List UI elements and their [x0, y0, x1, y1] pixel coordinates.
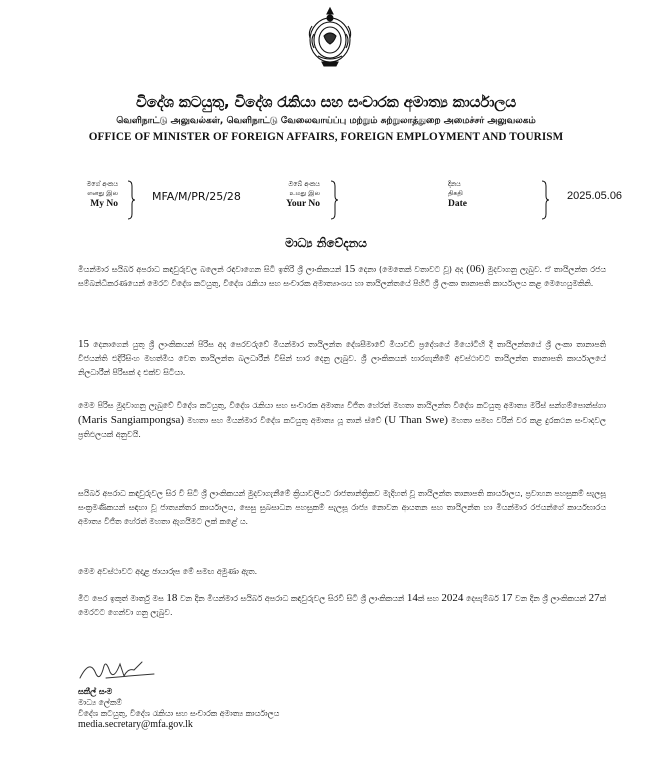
your-no-label: ඔබේ අංකය உமது இல Your No — [286, 180, 320, 209]
signature-block — [78, 686, 279, 730]
paragraph-5: මෙම අවස්ථාවට අදාළ ඡායාරූප මේ සමඟ අමුණා ඇත. — [78, 567, 258, 576]
signatory-name: සකීල් සංම — [78, 687, 113, 696]
signatory-title: මාධ්‍ය ලේකම් — [78, 698, 123, 707]
signatory-email[interactable]: media.secretary@mfa.gov.lk — [78, 719, 193, 730]
ministry-name-sinhala: විදේශ කටයුතු, විදේශ රැකියා සහ සංචාරක අමාත්‍ය කාර්යාලය — [135, 93, 517, 111]
handwritten-signature — [76, 652, 158, 686]
paragraph-4: සයිබර් අපරාධ කඳවුරුවල සිර වී සිටි ශ්‍රී ලාංකිකයන් මුදවාගැනීමේ ක්‍රියාවලියට රාජතාන්ත්‍රිකව මැදිහත් වූ තායිලන්ත තානාපති කාර්යාලය, ප්‍රවාහන පහසුකම් සැලසූ සංක්‍රමණිකයන් සඳහා වූ ජාත්‍යන්තර කාර්යාලය, සෙසු සුබසාධන පහසුකම් සැලසූ රාජ්‍ය නොවන ආයතන සහ තායිලන්ත හා මියන්මාර රජයන්ගේ කාර්යභාරය අමාත්‍ය විජිත හේරත් මහතා ඇගයීමට ලක් කළේ ය. — [78, 489, 606, 526]
your-no-brace — [329, 180, 339, 220]
my-no-label: මගේ අංකය எனது இல My No — [86, 180, 118, 209]
sri-lanka-emblem-icon — [304, 6, 356, 68]
date-value: 2025.05.06 — [567, 190, 623, 202]
paragraph-2: 15 දෙනාගෙන් යුතු ශ්‍රී ලාංකිකයන් පිරිස අද පෙරවරුවේ මියන්මාර තායිලන්ත දේශසීමාවේ මියාවඩි ප්‍රදේශයේ මියෝටිහි දී තායිලන්තයේ ශ්‍රී ලංකා තානාපති විජයන්ති එදිරිසිංහ මහත්මිය වෙත තායිලන්ත බලධාරීන් විසින් භාර දෙනු ලැබුව. ශ්‍රී ලාංකිකයන් භාරගැනීමේ අවස්ථාවට තායිලන්ත තානාපති කාර්යාලයේ නිලධාරීන් පිරිසක් ද එක්ව සිටියා. — [78, 338, 606, 377]
ministry-name-tamil: வெளிநாட்டு அலுவல்கள், வெளிநாட்டு வேலைவாய்ப்பு மற்றும் சுற்றுலாத்துறை அமைச்சர் அலுவலகம் — [116, 116, 536, 126]
paragraph-6: මීට පෙර ඉකුත් මාර්තු මස 18 වන දින මියන්මාර සයිබර් අපරාධ කඳවුරුවල සිරවී සිටි ශ්‍රී ලාංකිකයන් 14ක් සහ 2024 දෙසැම්බර් 17 වන දින ශ්‍රී ලාංකිකයන් 27ක් මෙරටට ගෙන්වා ගනු ලැබුව. — [78, 592, 606, 617]
date-label: දිනය திகதி Date — [448, 180, 467, 209]
page-title: මාධ්‍ය නිවේදනය — [285, 236, 367, 250]
signatory-office: විදේශ කටයුතු, විදේශ රැකියා සහ සංචාරක අමාත්‍ය කාර්යාලය — [78, 709, 280, 718]
my-no-brace — [126, 180, 136, 220]
date-brace — [540, 180, 550, 220]
my-no-value: MFA/M/PR/25/28 — [152, 190, 241, 203]
ministry-name-english: OFFICE OF MINISTER OF FOREIGN AFFAIRS, FOREIGN EMPLOYMENT AND TOURISM — [88, 131, 564, 143]
paragraph-1: මියන්මාර සයිබර් අපරාධ කඳවුරුවල බලෙන් රඳවාගෙන සිටි ඉතිරි ශ්‍රී ලාංකිකයන් 15 දෙනා (මෙතෙක් වතාවට වූ) අද (06) මුදවාගනු ලැබුව. ඒ තායිලන්ත රජය සම්බන්ධීකරණයෙන් මෙරට විදේශ කටයුතු, විදේශ රැකියා සහ සංචාරක අමාත්‍යාංශය හා තායිලන්තයේ පිහිටි ශ්‍රී ලංකා තානාපති කාර්යාලය කළ මෙහෙයුමකිනි. — [78, 263, 606, 288]
paragraph-3: මෙම පිරිස මුදවාගනු ලැබුවේ විදේශ කටයුතු, විදේශ රැකියා සහ සංචාරක අමාත්‍ය විජිත හේරත් මහතා තායිලන්ත විදේශ කටයුතු අමාත්‍ය මරිස් සන්ගම්පොන්ස්ගා (Maris Sangiampongsa) මහතා සහ මියන්මාර විදේශ කටයුතු අමාත්‍ය යූ තාන් ස්වේ (U Than Swe) මහතා සමඟ වරින් වර කළ දුරකථන සංවාදවල ප්‍රතිඵලයක් අනුවයි. — [78, 401, 607, 439]
